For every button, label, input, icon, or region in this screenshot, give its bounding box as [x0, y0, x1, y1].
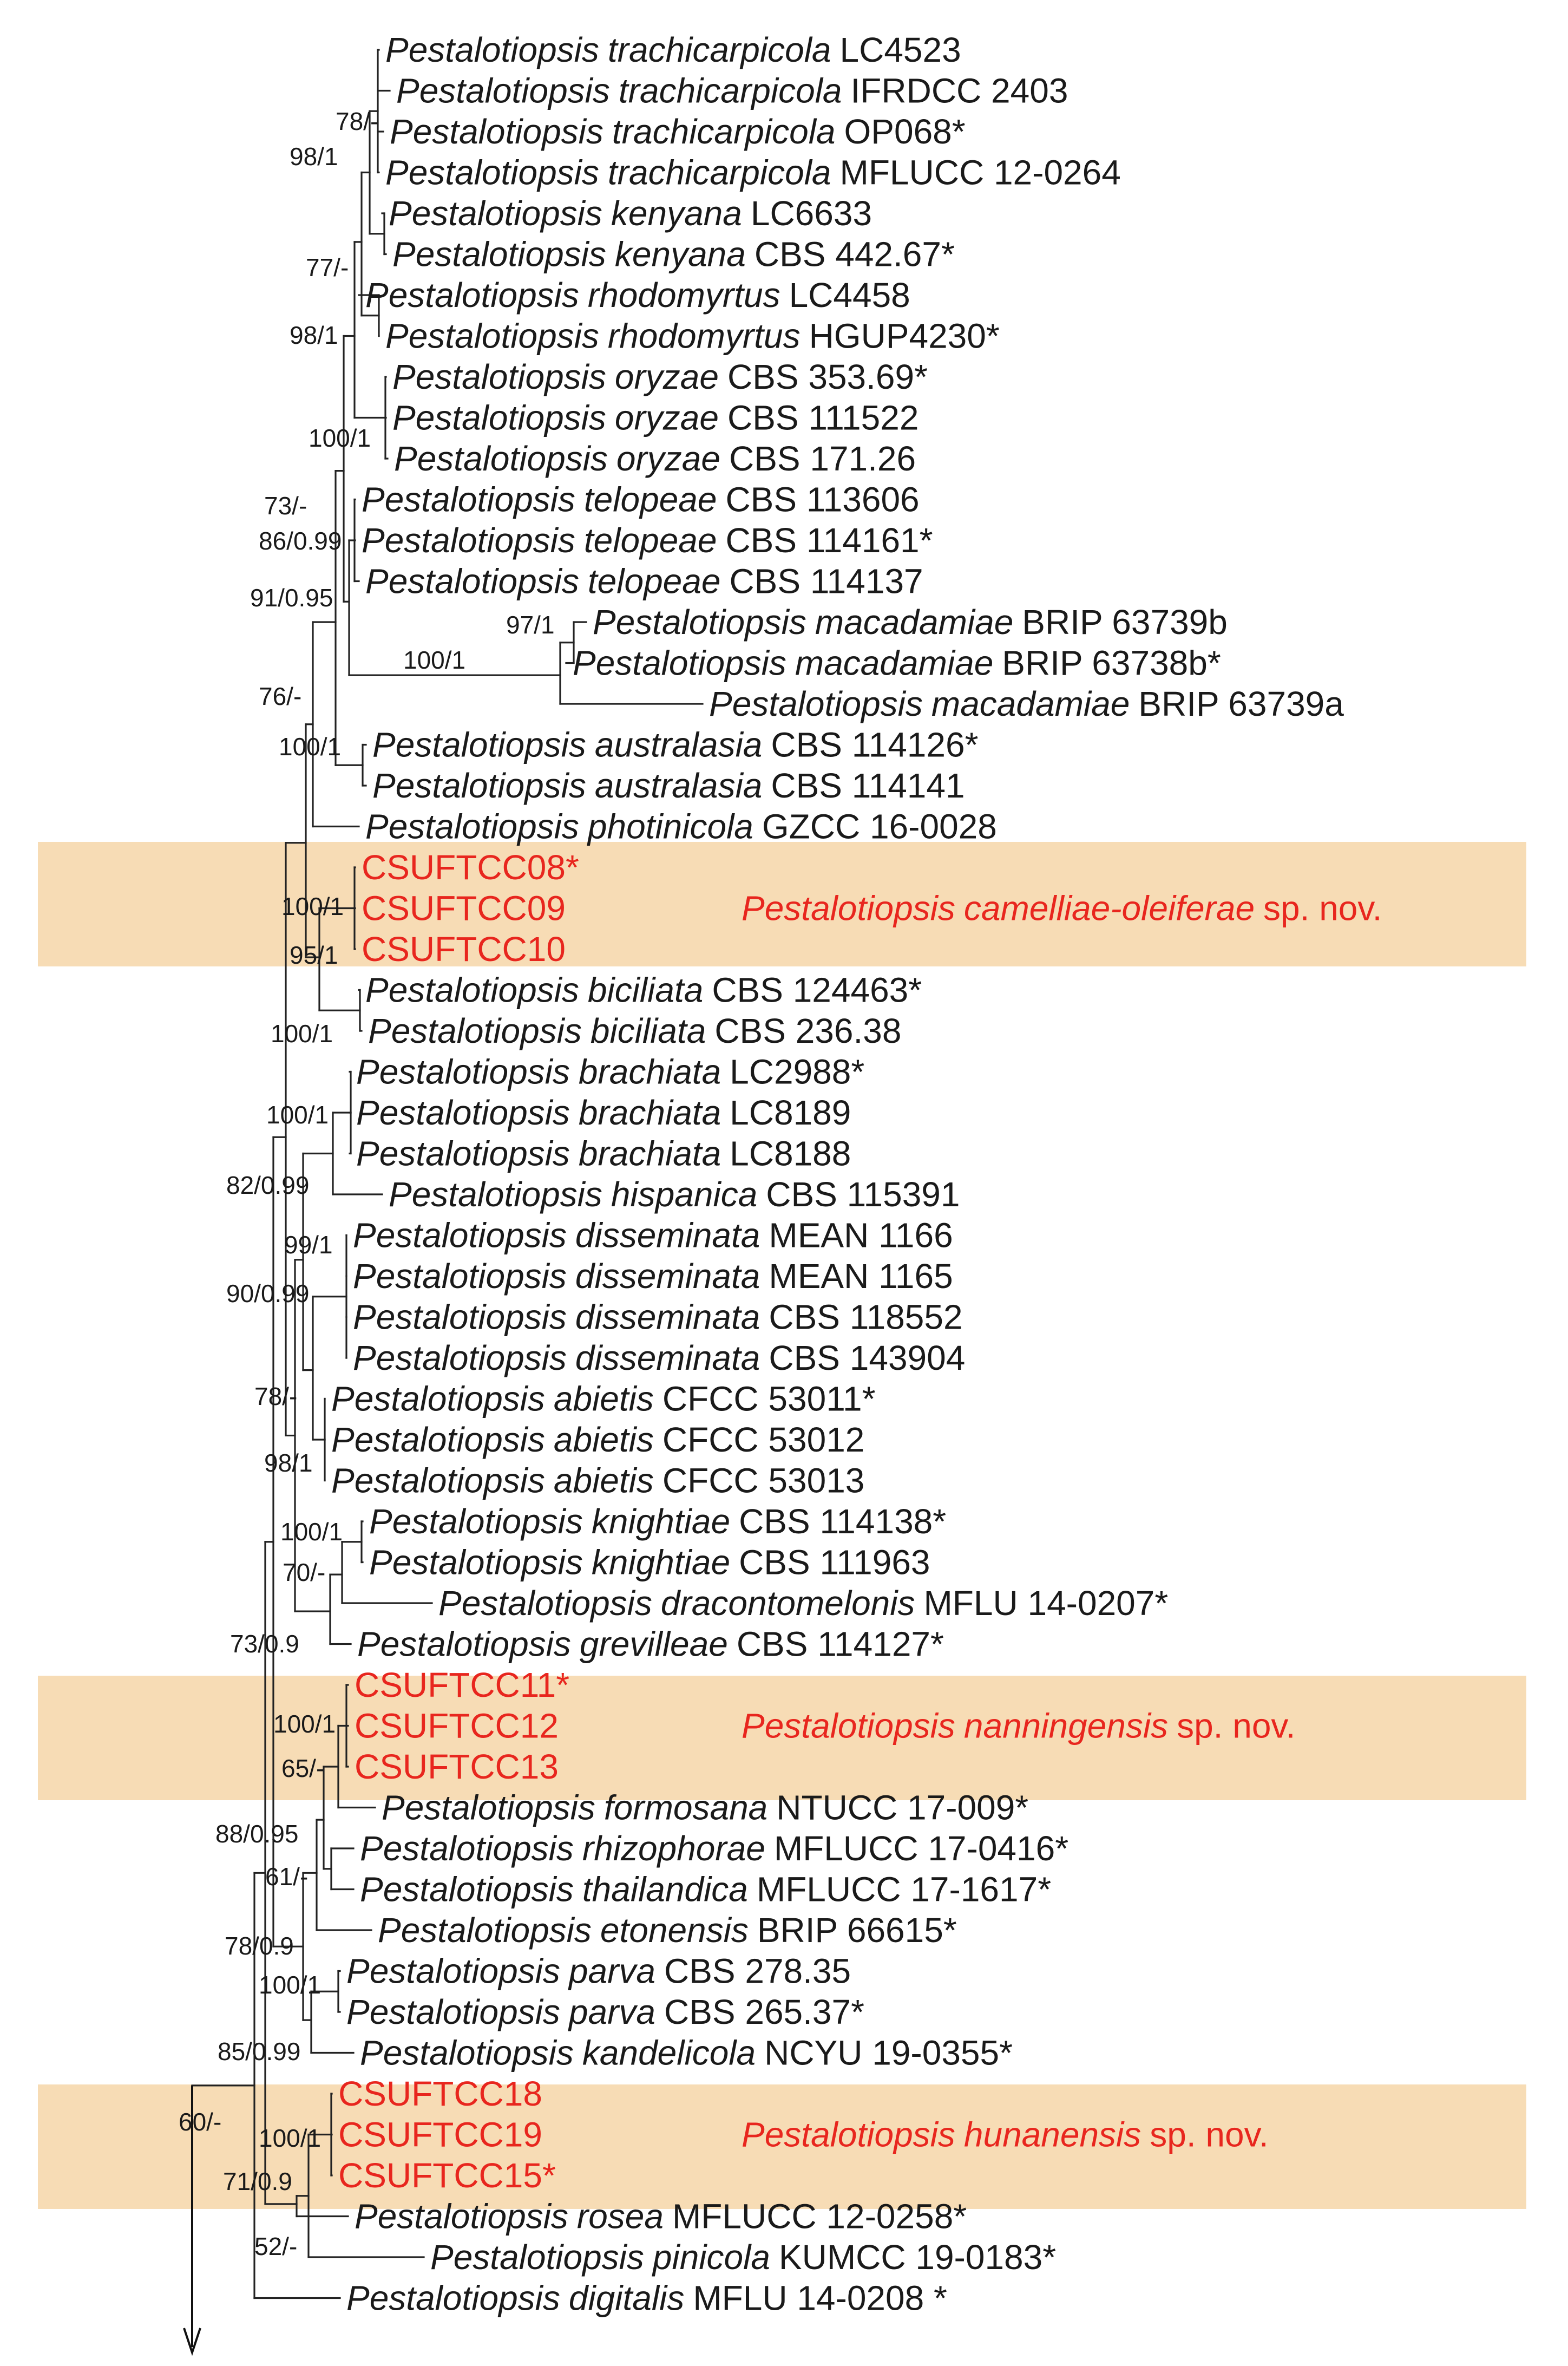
support-value: 91/0.95 — [250, 584, 333, 612]
strain-code: CBS 115391 — [766, 1175, 960, 1214]
support-value: 71/0.9 — [223, 2167, 292, 2195]
species-epithet: biciliata — [590, 1011, 706, 1050]
species-epithet: telopeae — [587, 561, 721, 601]
taxon-label — [369, 1502, 946, 1541]
species-epithet: trachicarpicola — [618, 71, 842, 110]
genus-name: Pestalotiopsis — [331, 1461, 545, 1500]
strain-code: CSUFTCC18 — [338, 2074, 542, 2113]
support-value: 88/0.95 — [215, 1820, 299, 1848]
strain-code: BRIP 66615* — [757, 1911, 957, 1950]
species-epithet: knightiae — [591, 1502, 731, 1541]
species-epithet: kandelicola — [582, 2033, 756, 2073]
genus-name: Pestalotiopsis — [392, 234, 606, 274]
taxon-label — [369, 1543, 930, 1582]
genus-name: Pestalotiopsis — [742, 1706, 955, 1746]
taxon-label — [396, 71, 1068, 110]
species-status: sp. nov. — [1263, 888, 1382, 928]
support-value: 100/1 — [281, 892, 344, 920]
strain-code: CSUFTCC12 — [355, 1706, 559, 1746]
support-value: 65/- — [281, 1754, 325, 1782]
taxon-label — [362, 848, 579, 887]
strain-code: CBS 118552 — [769, 1297, 963, 1337]
genus-name: Pestalotiopsis — [356, 1052, 570, 1092]
taxon-label — [355, 1707, 559, 1746]
strain-code: MEAN 1166 — [769, 1215, 953, 1255]
species-epithet: rosea — [576, 2197, 664, 2236]
genus-name: Pestalotiopsis — [353, 1297, 567, 1337]
taxon-label — [392, 357, 928, 396]
genus-name: Pestalotiopsis — [362, 521, 575, 560]
species-epithet: dracontomelonis — [660, 1584, 915, 1623]
new-species-label — [742, 2115, 1269, 2154]
species-epithet: photinicola — [587, 807, 753, 846]
support-value: 61/- — [265, 1862, 309, 1891]
species-epithet: macadamiae — [795, 643, 994, 683]
strain-code: BRIP 63738b* — [1002, 643, 1221, 683]
species-status: sp. nov. — [1177, 1706, 1296, 1746]
genus-name: Pestalotiopsis — [362, 480, 575, 519]
strain-code: HGUP4230* — [809, 316, 1000, 356]
taxon-label — [331, 1461, 864, 1500]
strain-code: MFLU 14-0208 * — [693, 2278, 947, 2318]
genus-name: Pestalotiopsis — [372, 766, 586, 805]
support-value: 100/1 — [403, 646, 466, 674]
strain-code: OP068* — [844, 112, 966, 151]
taxon-label — [573, 644, 1221, 683]
taxon-label — [593, 603, 1228, 642]
support-value: 82/0.99 — [226, 1171, 310, 1199]
support-value: 98/1 — [290, 142, 338, 171]
strain-code: CFCC 53012 — [662, 1420, 865, 1459]
support-value: 98/1 — [264, 1449, 313, 1477]
genus-name: Pestalotiopsis — [365, 807, 579, 846]
taxon-label — [382, 1788, 1028, 1827]
species-epithet: kenyana — [614, 234, 746, 274]
species-epithet: macadamiae — [815, 603, 1014, 642]
species-epithet: oryzae — [614, 398, 719, 437]
taxon-label — [338, 2074, 542, 2113]
taxon-labels — [331, 30, 1344, 2318]
support-value: 100/1 — [266, 1101, 329, 1129]
new-species-label — [742, 889, 1382, 928]
genus-name: Pestalotiopsis — [353, 1257, 567, 1296]
genus-name: Pestalotiopsis — [356, 1093, 570, 1132]
taxon-label — [362, 521, 933, 560]
taxon-label — [353, 1338, 965, 1377]
strain-code: GZCC 16-0028 — [762, 807, 997, 846]
species-epithet: disseminata — [575, 1297, 760, 1337]
taxon-label — [362, 889, 566, 928]
species-epithet: brachiata — [578, 1052, 721, 1092]
taxon-label — [390, 112, 966, 151]
species-epithet: disseminata — [575, 1257, 760, 1296]
genus-name: Pestalotiopsis — [357, 1624, 571, 1664]
strain-code: CBS 113606 — [725, 480, 920, 519]
taxon-label — [709, 684, 1344, 723]
strain-code: CFCC 53013 — [662, 1461, 865, 1500]
strain-code: CBS 114137 — [729, 561, 923, 601]
support-value: 85/0.99 — [218, 2037, 301, 2066]
strain-code: CSUFTCC10 — [362, 930, 566, 969]
genus-name: Pestalotiopsis — [573, 643, 786, 683]
taxon-label — [362, 480, 920, 519]
taxon-label — [372, 766, 965, 805]
species-epithet: biciliata — [587, 970, 704, 1010]
species-status: sp. nov. — [1150, 2115, 1269, 2154]
taxon-label — [331, 1380, 876, 1419]
support-value: 77/- — [306, 253, 349, 282]
taxon-label — [394, 439, 916, 478]
strain-code: KUMCC 19-0183* — [778, 2238, 1057, 2277]
new-species-label — [742, 1707, 1295, 1746]
taxon-label — [392, 235, 955, 274]
genus-name: Pestalotiopsis — [430, 2238, 644, 2277]
support-value: 78/0.9 — [225, 1932, 294, 1960]
genus-name: Pestalotiopsis — [331, 1420, 545, 1459]
genus-name: Pestalotiopsis — [360, 1870, 574, 1909]
species-epithet: abietis — [553, 1420, 654, 1459]
species-epithet: grevilleae — [579, 1624, 728, 1664]
species-epithet: trachicarpicola — [607, 153, 831, 192]
taxon-label — [353, 1298, 963, 1337]
genus-name: Pestalotiopsis — [389, 194, 602, 233]
species-epithet: nanningensis — [963, 1706, 1169, 1746]
species-epithet: oryzae — [616, 439, 720, 478]
taxon-label — [346, 2279, 947, 2318]
species-epithet: trachicarpicola — [612, 112, 836, 151]
taxon-label — [356, 1053, 864, 1092]
support-value: 78/- — [336, 107, 379, 135]
taxon-label — [378, 1911, 957, 1950]
taxon-label — [389, 1175, 960, 1214]
strain-code: CSUFTCC09 — [362, 888, 566, 928]
taxon-label — [355, 1747, 559, 1786]
support-value: 100/1 — [309, 424, 371, 452]
genus-name: Pestalotiopsis — [392, 357, 606, 396]
species-epithet: brachiata — [578, 1093, 721, 1132]
strain-code: CSUFTCC15* — [338, 2156, 556, 2195]
genus-name: Pestalotiopsis — [365, 561, 579, 601]
strain-code: CBS 278.35 — [664, 1951, 851, 1991]
taxon-label — [365, 971, 922, 1010]
taxon-label — [368, 1011, 901, 1050]
strain-code: CSUFTCC19 — [338, 2115, 542, 2154]
genus-name: Pestalotiopsis — [385, 153, 599, 192]
support-value: 78/- — [254, 1382, 298, 1410]
taxon-label — [346, 1992, 864, 2031]
taxon-label — [338, 2156, 556, 2195]
taxon-label — [355, 1665, 569, 1704]
strain-code: LC6633 — [750, 194, 872, 233]
genus-name: Pestalotiopsis — [438, 1584, 652, 1623]
species-epithet: hunanensis — [963, 2115, 1141, 2154]
species-epithet: etonensis — [600, 1911, 749, 1950]
taxon-label — [365, 807, 997, 846]
support-value: 60/- — [179, 2108, 222, 2136]
support-value: 98/1 — [290, 321, 338, 349]
strain-code: CBS 111522 — [727, 398, 919, 437]
species-epithet: disseminata — [575, 1215, 760, 1255]
species-epithet: abietis — [553, 1379, 654, 1419]
strain-code: CBS 114138* — [739, 1502, 947, 1541]
genus-name: Pestalotiopsis — [369, 1502, 583, 1541]
species-epithet: hispanica — [611, 1175, 758, 1214]
strain-code: CBS 353.69* — [727, 357, 928, 396]
taxon-label — [353, 1257, 953, 1296]
taxon-label — [372, 726, 978, 764]
species-epithet: brachiata — [578, 1134, 721, 1173]
taxon-label — [360, 1829, 1068, 1868]
species-epithet: kenyana — [611, 194, 742, 233]
genus-name: Pestalotiopsis — [742, 2115, 955, 2154]
strain-code: BRIP 63739b — [1022, 603, 1228, 642]
strain-code: IFRDCC 2403 — [850, 71, 1068, 110]
genus-name: Pestalotiopsis — [368, 1011, 582, 1050]
species-epithet: telopeae — [583, 480, 717, 519]
species-epithet: rhodomyrtus — [607, 316, 801, 356]
species-epithet: abietis — [553, 1461, 654, 1500]
support-value: 99/1 — [284, 1231, 333, 1259]
support-value: 100/1 — [273, 1710, 336, 1738]
taxon-label — [356, 1093, 851, 1132]
genus-name: Pestalotiopsis — [346, 2278, 560, 2318]
genus-name: Pestalotiopsis — [709, 684, 923, 723]
taxon-label — [355, 2197, 967, 2236]
taxon-label — [346, 1952, 851, 1991]
genus-name: Pestalotiopsis — [385, 30, 599, 69]
strain-code: LC8188 — [730, 1134, 851, 1173]
genus-name: Pestalotiopsis — [365, 276, 579, 315]
support-value: 100/1 — [259, 2124, 322, 2152]
strain-code: CSUFTCC11* — [355, 1665, 570, 1704]
taxon-label — [356, 1134, 851, 1173]
strain-code: NTUCC 17-009* — [776, 1788, 1029, 1827]
genus-name: Pestalotiopsis — [390, 112, 603, 151]
genus-name: Pestalotiopsis — [353, 1338, 567, 1377]
species-epithet: trachicarpicola — [607, 30, 831, 69]
genus-name: Pestalotiopsis — [385, 316, 599, 356]
support-value: 86/0.99 — [259, 527, 342, 555]
support-value: 100/1 — [271, 1019, 333, 1048]
species-epithet: rhizophorae — [582, 1829, 765, 1868]
taxon-label — [385, 317, 1000, 356]
strain-code: CBS 114161* — [725, 521, 933, 560]
species-epithet: australasia — [594, 725, 763, 764]
taxon-label — [438, 1584, 1168, 1623]
strain-code: MFLUCC 12-0258* — [672, 2197, 967, 2236]
genus-name: Pestalotiopsis — [392, 398, 606, 437]
support-value: 90/0.99 — [226, 1279, 310, 1308]
strain-code: CSUFTCC08* — [362, 848, 579, 887]
taxon-label — [357, 1625, 944, 1664]
strain-code: CBS 442.67* — [754, 234, 955, 274]
taxon-label — [392, 398, 919, 437]
strain-code: CBS 124463* — [712, 970, 922, 1010]
genus-name: Pestalotiopsis — [360, 1829, 574, 1868]
support-value: 95/1 — [290, 941, 338, 969]
taxon-label — [365, 276, 910, 315]
support-value: 52/- — [254, 2232, 298, 2260]
strain-code: CSUFTCC13 — [355, 1747, 559, 1786]
genus-name: Pestalotiopsis — [353, 1215, 567, 1255]
strain-code: CBS 114127* — [736, 1624, 944, 1664]
strain-code: LC4458 — [789, 276, 910, 315]
taxon-label — [360, 2034, 1013, 2073]
strain-code: CBS 236.38 — [714, 1011, 902, 1050]
taxon-label — [353, 1216, 953, 1255]
taxon-label — [331, 1420, 864, 1459]
strain-code: CBS 114141 — [771, 766, 965, 805]
strain-code: LC2988* — [730, 1052, 865, 1092]
genus-name: Pestalotiopsis — [593, 603, 806, 642]
species-epithet: australasia — [594, 766, 763, 805]
genus-name: Pestalotiopsis — [382, 1788, 595, 1827]
taxon-label — [338, 2115, 542, 2154]
strain-code: MFLUCC 17-1617* — [756, 1870, 1052, 1909]
support-value: 97/1 — [506, 611, 555, 639]
species-epithet: pinicola — [652, 2238, 770, 2277]
species-epithet: knightiae — [591, 1543, 731, 1582]
species-epithet: digitalis — [568, 2278, 685, 2318]
support-value: 76/- — [259, 682, 302, 710]
species-epithet: formosana — [603, 1788, 768, 1827]
species-epithet: parva — [568, 1951, 655, 1991]
genus-name: Pestalotiopsis — [360, 2033, 574, 2073]
genus-name: Pestalotiopsis — [365, 970, 579, 1010]
taxon-label — [389, 194, 872, 233]
strain-code: CFCC 53011* — [662, 1379, 876, 1419]
support-value: 73/0.9 — [230, 1630, 299, 1658]
genus-name: Pestalotiopsis — [394, 439, 608, 478]
strain-code: CBS 114126* — [771, 725, 979, 764]
genus-name: Pestalotiopsis — [396, 71, 610, 110]
taxon-label — [362, 930, 566, 969]
strain-code: CBS 171.26 — [729, 439, 916, 478]
species-epithet: thailandica — [582, 1870, 748, 1909]
taxon-label — [385, 153, 1121, 192]
species-epithet: telopeae — [583, 521, 717, 560]
strain-code: MFLUCC 17-0416* — [773, 1829, 1069, 1868]
genus-name: Pestalotiopsis — [346, 1992, 560, 2031]
genus-name: Pestalotiopsis — [331, 1379, 545, 1419]
support-value: 73/- — [264, 492, 307, 520]
genus-name: Pestalotiopsis — [355, 2197, 568, 2236]
genus-name: Pestalotiopsis — [369, 1543, 583, 1582]
strain-code: MFLUCC 12-0264 — [839, 153, 1121, 192]
support-value: 100/1 — [279, 733, 342, 761]
taxon-label — [430, 2238, 1056, 2277]
strain-code: CBS 143904 — [769, 1338, 966, 1377]
strain-code: MFLU 14-0207* — [923, 1584, 1169, 1623]
support-value: 100/1 — [259, 1971, 322, 1999]
genus-name: Pestalotiopsis — [389, 1175, 602, 1214]
genus-name: Pestalotiopsis — [742, 888, 955, 928]
strain-code: NCYU 19-0355* — [764, 2033, 1013, 2073]
species-epithet: camelliae-oleiferae — [963, 888, 1255, 928]
genus-name: Pestalotiopsis — [356, 1134, 570, 1173]
species-epithet: oryzae — [614, 357, 719, 396]
taxon-label — [360, 1870, 1051, 1909]
species-epithet: macadamiae — [931, 684, 1130, 723]
strain-code: MEAN 1165 — [769, 1257, 953, 1296]
strain-code: CBS 265.37* — [664, 1992, 864, 2031]
genus-name: Pestalotiopsis — [372, 725, 586, 764]
species-epithet: parva — [568, 1992, 655, 2031]
strain-code: BRIP 63739a — [1138, 684, 1344, 723]
taxon-label — [365, 562, 923, 601]
support-value: 100/1 — [280, 1518, 343, 1546]
taxon-label — [385, 30, 961, 69]
strain-code: CBS 111963 — [739, 1543, 930, 1582]
support-value: 70/- — [283, 1558, 326, 1586]
species-epithet: disseminata — [575, 1338, 760, 1377]
genus-name: Pestalotiopsis — [378, 1911, 592, 1950]
strain-code: LC8189 — [730, 1093, 851, 1132]
species-epithet: rhodomyrtus — [587, 276, 780, 315]
genus-name: Pestalotiopsis — [346, 1951, 560, 1991]
strain-code: LC4523 — [839, 30, 961, 69]
